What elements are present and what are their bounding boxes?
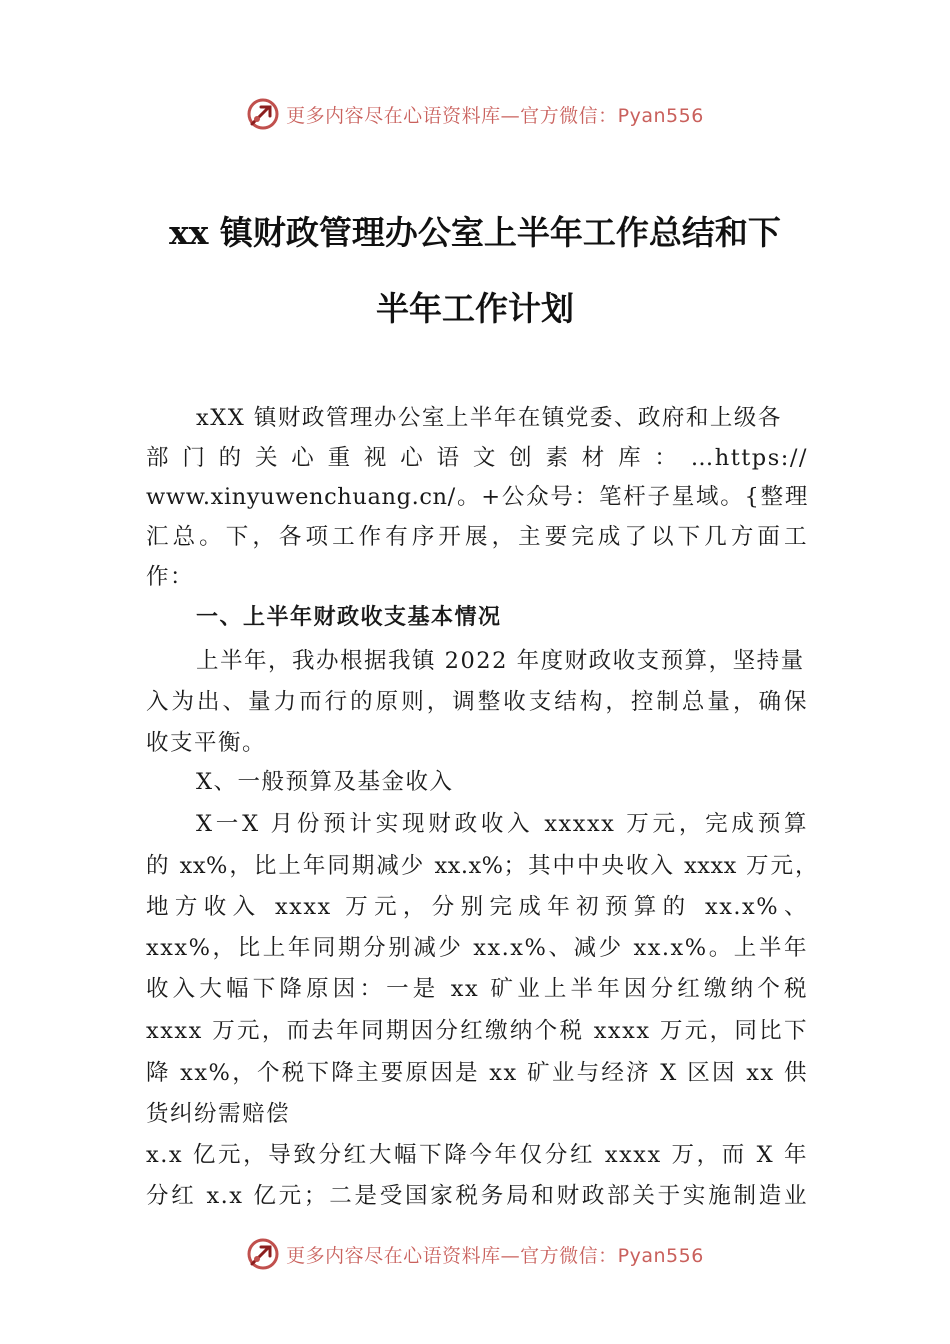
body-line: xxx%，比上年同期分别减少 xx.x%、减少 xx.x%。上半年 bbox=[146, 935, 808, 961]
wechat-id: Pyan556 bbox=[617, 1244, 704, 1267]
wechat-id: Pyan556 bbox=[617, 104, 704, 127]
header-banner bbox=[0, 96, 950, 132]
body-line: 收入大幅下降原因：一是 xx 矿业上半年因分红缴纳个税 bbox=[146, 976, 808, 1002]
banner-text: 更多内容尽在心语资料库—官方微信：Pyan556 bbox=[286, 104, 704, 127]
body-line: 货纠纷需赔偿 bbox=[146, 1101, 291, 1127]
doc-title-line-2: 半年工作计划 bbox=[376, 289, 574, 328]
body-line: www.xinyuwenchuang.cn/。+公众号：笔杆子星域。{整理 bbox=[146, 484, 808, 510]
body-line: 的 xx%，比上年同期减少 xx.x%；其中中央收入 xxxx 万元， bbox=[146, 853, 818, 879]
body-line: xxxx 万元，而去年同期因分红缴纳个税 xxxx 万元，同比下 bbox=[146, 1018, 808, 1044]
brand-logo-icon bbox=[246, 97, 280, 131]
body-line: x.x 亿元，导致分红大幅下降今年仅分红 xxxx 万，而 X 年 bbox=[146, 1142, 808, 1168]
body-line: X一X 月份预计实现财政收入 xxxxx 万元，完成预算 bbox=[196, 811, 808, 837]
body-line: 地方收入 xxxx 万元，分别完成年初预算的 xx.x%、 bbox=[146, 894, 808, 920]
sub-heading: X、一般预算及基金收入 bbox=[196, 769, 454, 795]
banner-text: 更多内容尽在心语资料库—官方微信：Pyan556 bbox=[286, 1244, 704, 1267]
body-line: 入为出、量力而行的原则，调整收支结构，控制总量，确保 bbox=[146, 689, 808, 715]
doc-title-line-1: xx 镇财政管理办公室上半年工作总结和下 bbox=[169, 213, 781, 252]
body-line: 上半年，我办根据我镇 2022 年度财政收支预算，坚持量 bbox=[196, 648, 805, 674]
brand-logo-icon bbox=[246, 1237, 280, 1271]
body-line: 降 xx%，个税下降主要原因是 xx 矿业与经济 X 区因 xx 供 bbox=[146, 1060, 808, 1086]
body-line: 分红 x.x 亿元；二是受国家税务局和财政部关于实施制造业 bbox=[146, 1183, 808, 1209]
body-line: 作： bbox=[146, 564, 195, 590]
section-heading: 一、上半年财政收支基本情况 bbox=[196, 605, 502, 630]
body-line: 部门的关心重视心语文创素材库：…https:// bbox=[146, 445, 808, 471]
footer-banner bbox=[0, 1236, 950, 1272]
body-line: 汇总。下，各项工作有序开展，主要完成了以下几方面工 bbox=[146, 524, 808, 550]
body-line: xXX 镇财政管理办公室上半年在镇党委、政府和上级各 bbox=[196, 405, 782, 431]
body-line: 收支平衡。 bbox=[146, 730, 267, 756]
